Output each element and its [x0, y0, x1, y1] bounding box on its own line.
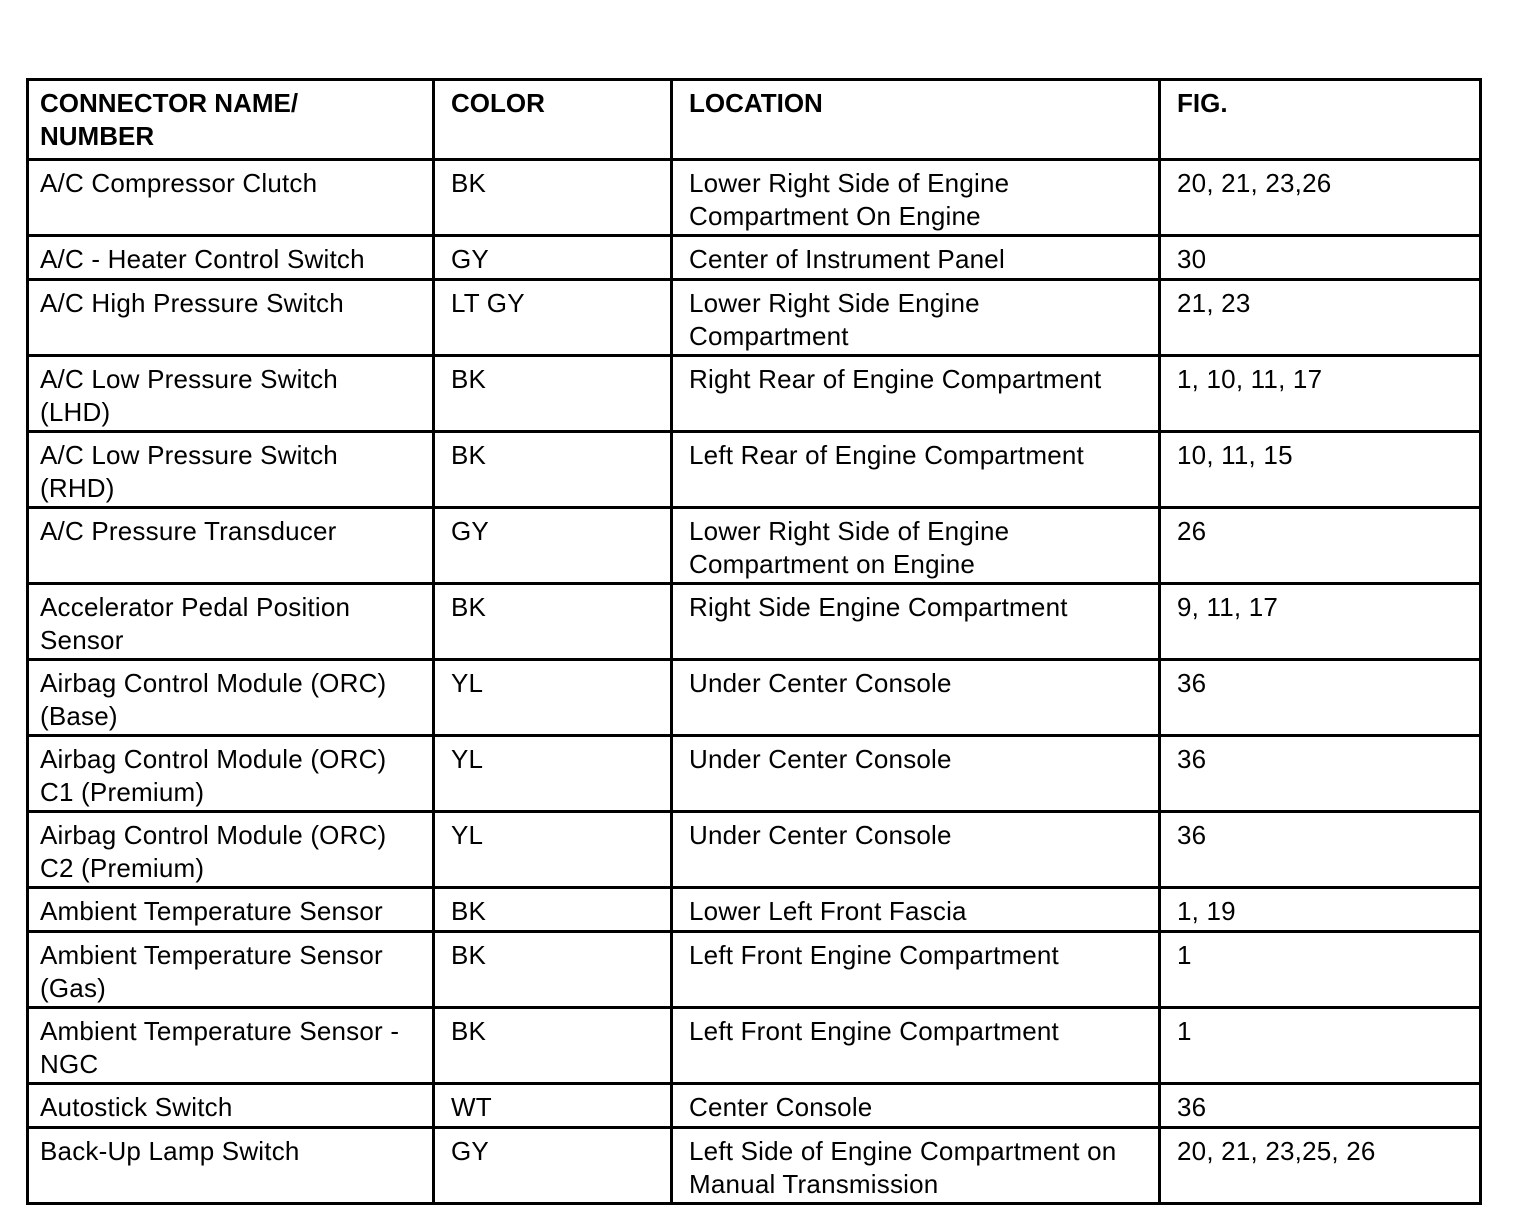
cell-connector-name [28, 1084, 434, 1128]
table-row [28, 236, 1481, 280]
location-line: Lower Right Side Engine [689, 288, 980, 318]
cell-color: BK [434, 160, 672, 236]
connector-name-line: A/C High Pressure Switch [40, 288, 344, 318]
location-line: Right Side Engine Compartment [689, 592, 1068, 622]
table-header [28, 80, 1481, 160]
table-body [28, 160, 1481, 1204]
cell-location [672, 1008, 1160, 1084]
cell-connector-name [28, 356, 434, 432]
location-line: Lower Right Side of Engine [689, 168, 1010, 198]
connector-name-line: A/C - Heater Control Switch [40, 244, 365, 274]
cell-connector-name [28, 812, 434, 888]
cell-fig: 26 [1160, 508, 1481, 584]
location-line: Left Front Engine Compartment [689, 940, 1059, 970]
cell-fig: 20, 21, 23,26 [1160, 160, 1481, 236]
table-row [28, 1084, 1481, 1128]
connector-name-line: C2 (Premium) [40, 853, 205, 883]
header-color: COLOR [434, 80, 672, 160]
cell-fig: 36 [1160, 736, 1481, 812]
table-row [28, 660, 1481, 736]
location-line: Compartment On Engine [689, 201, 981, 231]
header-fig: FIG. [1160, 80, 1481, 160]
location-line: Manual Transmission [689, 1169, 939, 1199]
header-connector-name-line1: CONNECTOR NAME/ [40, 88, 299, 118]
cell-fig: 1 [1160, 1008, 1481, 1084]
location-line: Under Center Console [689, 744, 952, 774]
cell-color: GY [434, 236, 672, 280]
table-row [28, 508, 1481, 584]
cell-fig: 36 [1160, 1084, 1481, 1128]
cell-location [672, 660, 1160, 736]
cell-location [672, 1128, 1160, 1204]
connector-name-line: Ambient Temperature Sensor - [40, 1016, 400, 1046]
cell-location [672, 432, 1160, 508]
cell-location [672, 280, 1160, 356]
connector-table [26, 78, 1482, 1205]
cell-connector-name [28, 736, 434, 812]
cell-connector-name [28, 508, 434, 584]
connector-name-line: Airbag Control Module (ORC) [40, 820, 387, 850]
cell-fig: 30 [1160, 236, 1481, 280]
cell-color: YL [434, 660, 672, 736]
cell-color: BK [434, 932, 672, 1008]
cell-connector-name [28, 236, 434, 280]
table-row [28, 356, 1481, 432]
cell-location [672, 812, 1160, 888]
cell-fig: 1, 10, 11, 17 [1160, 356, 1481, 432]
connector-name-line: Airbag Control Module (ORC) [40, 744, 387, 774]
location-line: Lower Right Side of Engine [689, 516, 1010, 546]
cell-connector-name [28, 932, 434, 1008]
location-line: Under Center Console [689, 820, 952, 850]
cell-fig: 36 [1160, 812, 1481, 888]
connector-name-line: A/C Low Pressure Switch [40, 364, 338, 394]
location-line: Center of Instrument Panel [689, 244, 1005, 274]
location-line: Left Rear of Engine Compartment [689, 440, 1084, 470]
cell-color: WT [434, 1084, 672, 1128]
connector-name-line: Back-Up Lamp Switch [40, 1136, 300, 1166]
cell-color: LT GY [434, 280, 672, 356]
cell-location [672, 236, 1160, 280]
cell-fig: 10, 11, 15 [1160, 432, 1481, 508]
cell-location [672, 736, 1160, 812]
cell-location [672, 932, 1160, 1008]
connector-name-line: C1 (Premium) [40, 777, 205, 807]
header-location: LOCATION [672, 80, 1160, 160]
cell-location [672, 888, 1160, 932]
table-row [28, 584, 1481, 660]
cell-color: BK [434, 432, 672, 508]
connector-name-line: NGC [40, 1049, 99, 1079]
cell-color: BK [434, 584, 672, 660]
location-line: Under Center Console [689, 668, 952, 698]
cell-connector-name [28, 584, 434, 660]
connector-name-line: A/C Pressure Transducer [40, 516, 337, 546]
cell-fig: 36 [1160, 660, 1481, 736]
cell-connector-name [28, 888, 434, 932]
table-row [28, 736, 1481, 812]
table-row [28, 1008, 1481, 1084]
cell-fig: 20, 21, 23,25, 26 [1160, 1128, 1481, 1204]
table-row [28, 932, 1481, 1008]
table-row [28, 812, 1481, 888]
table-row [28, 888, 1481, 932]
header-connector-name-line2: NUMBER [40, 121, 155, 151]
cell-connector-name [28, 160, 434, 236]
cell-fig: 1, 19 [1160, 888, 1481, 932]
cell-location [672, 584, 1160, 660]
connector-name-line: (RHD) [40, 473, 115, 503]
cell-connector-name [28, 1008, 434, 1084]
cell-location [672, 160, 1160, 236]
cell-connector-name [28, 660, 434, 736]
connector-name-line: Sensor [40, 625, 124, 655]
connector-name-line: A/C Compressor Clutch [40, 168, 318, 198]
cell-color: BK [434, 888, 672, 932]
header-connector-name [28, 80, 434, 160]
connector-name-line: Autostick Switch [40, 1092, 233, 1122]
location-line: Right Rear of Engine Compartment [689, 364, 1102, 394]
connector-name-line: A/C Low Pressure Switch [40, 440, 338, 470]
table-row [28, 432, 1481, 508]
location-line: Center Console [689, 1092, 873, 1122]
table-row [28, 160, 1481, 236]
connector-name-line: (Gas) [40, 973, 106, 1003]
cell-color: BK [434, 356, 672, 432]
cell-connector-name [28, 280, 434, 356]
table-row [28, 1128, 1481, 1204]
cell-color: BK [434, 1008, 672, 1084]
location-line: Left Front Engine Compartment [689, 1016, 1059, 1046]
connector-name-line: Ambient Temperature Sensor [40, 940, 383, 970]
location-line: Compartment [689, 321, 849, 351]
cell-color: GY [434, 1128, 672, 1204]
cell-connector-name [28, 1128, 434, 1204]
table-row [28, 280, 1481, 356]
header-row [28, 80, 1481, 160]
cell-color: YL [434, 812, 672, 888]
cell-location [672, 356, 1160, 432]
connector-name-line: Accelerator Pedal Position [40, 592, 351, 622]
location-line: Compartment on Engine [689, 549, 976, 579]
cell-fig: 9, 11, 17 [1160, 584, 1481, 660]
cell-fig: 1 [1160, 932, 1481, 1008]
cell-color: GY [434, 508, 672, 584]
cell-color: YL [434, 736, 672, 812]
connector-name-line: (LHD) [40, 397, 111, 427]
cell-connector-name [28, 432, 434, 508]
connector-name-line: Airbag Control Module (ORC) [40, 668, 387, 698]
connector-name-line: Ambient Temperature Sensor [40, 896, 383, 926]
cell-fig: 21, 23 [1160, 280, 1481, 356]
location-line: Left Side of Engine Compartment on [689, 1136, 1117, 1166]
connector-name-line: (Base) [40, 701, 118, 731]
cell-location [672, 508, 1160, 584]
cell-location [672, 1084, 1160, 1128]
location-line: Lower Left Front Fascia [689, 896, 967, 926]
